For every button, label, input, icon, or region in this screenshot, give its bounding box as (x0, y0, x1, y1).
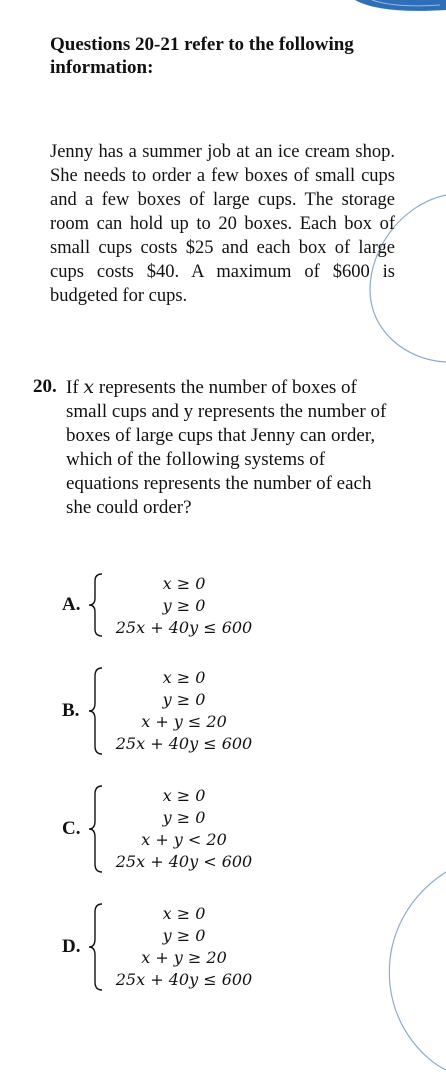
inequality-line: x + y ≤ 20 (141, 712, 227, 731)
choice-letter: D. (62, 936, 81, 957)
choice-b[interactable] (62, 666, 302, 758)
inequality-line: 25x + 40y < 600 (115, 852, 253, 871)
choice-letter: B. (62, 700, 80, 721)
left-brace-icon (87, 666, 103, 756)
choice-letter: C. (62, 818, 81, 839)
inequality-line: y ≥ 0 (162, 808, 206, 827)
inequality-line: y ≥ 0 (162, 596, 206, 615)
inequality-line: x + y < 20 (141, 830, 227, 849)
inequality-line: x ≥ 0 (162, 668, 206, 687)
choice-d[interactable] (62, 902, 302, 994)
choice-letter: A. (62, 594, 81, 615)
question-text-start: If (66, 377, 84, 398)
inequality-line: 25x + 40y ≤ 600 (115, 734, 253, 753)
question-text (66, 375, 396, 520)
left-brace-icon (87, 902, 103, 992)
left-brace-icon (87, 784, 103, 874)
left-brace-icon (87, 572, 103, 638)
inequality-line: 25x + 40y ≤ 600 (115, 970, 253, 989)
inequality-line: x ≥ 0 (162, 786, 206, 805)
corner-blue-shape-inner (372, 0, 440, 6)
decorative-arc-bottom (389, 872, 446, 1070)
question-text-rest: represents the number of boxes of small cups and y represents the number of boxes of large cups that Jenny can order, which of the following systems of equations represents the number of each she could order? (66, 377, 387, 518)
passage-text: Jenny has a summer job at an ice cream shop. She needs to order a few boxes of small cups and a few boxes of large cups. The storage room can hold up to 20 boxes. Each box of small cups costs $25 and each box of large cups costs $40. A maximum of $600 is budgeted for cups. (50, 142, 395, 306)
inequality-line: y ≥ 0 (162, 690, 206, 709)
inequality-line: y ≥ 0 (162, 926, 206, 945)
inequality-line: 25x + 40y ≤ 600 (115, 618, 253, 637)
variable-x: x (83, 376, 95, 398)
choice-c[interactable] (62, 784, 302, 876)
question-number: 20. (33, 376, 57, 397)
choice-a[interactable] (62, 572, 302, 642)
inequality-line: x ≥ 0 (162, 904, 206, 923)
inequality-line: x ≥ 0 (162, 574, 206, 593)
corner-blue-shape (355, 0, 446, 11)
inequality-line: x + y ≥ 20 (141, 948, 227, 967)
section-heading: Questions 20-21 refer to the following information: (50, 34, 354, 78)
